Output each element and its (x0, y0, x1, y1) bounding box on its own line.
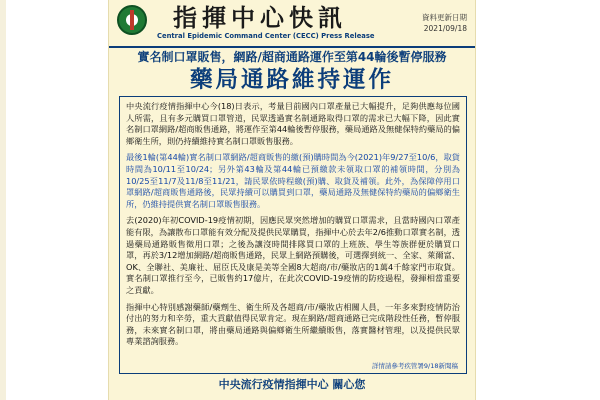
header (109, 0, 475, 48)
paragraph-4: 指揮中心特別感謝藥師/藥劑生、衛生所及各超商/市/藥妝店相關人員，一年多來對疫情防治付出的努力和辛勞，重大貢獻值得民眾肯定。現在網路/超商通路已完成階段性任務，暫停服務，未來實名制口罩，將由藥局通路與偏鄉衛生所繼續販售，落實醫材管理，以及提供民眾專業諮詢服務。 (126, 301, 460, 347)
press-release-page (108, 0, 476, 400)
reference-note: 詳情請參考疾管署9/18新聞稿 (371, 362, 458, 370)
headline-line-1: 實名制口罩販售，網路/超商通路運作至第44輪後暫停服務 (137, 50, 447, 64)
content-box (119, 96, 467, 374)
update-date-value: 2021/09/18 (423, 24, 467, 33)
paragraph-3: 去(2020)年初COVID-19疫情初期，因應民眾突然增加的購買口罩需求，且當時國內口罩產能有限，為讓散布口罩能有效分配及提供民眾購買，指揮中心於去年2/6推動口罩實名制，透過藥局通路販售徵用口罩；之後為讓沒時間排隊買口罩的上班族、學生等族群便於購買口罩，再於3/12增加網路/超商販售通路，民眾上網路預購後，可選擇到統一、全家、萊爾富、OK、全聯社、美廉社、屈臣氏及康是美等全國8大超商/市/藥妝店的1萬4千餘家門市取貨。實名制口罩推行至今，已販售約17億片，在此次COVID-19疫情的防疫過程，發揮相當重要之貢獻。 (126, 215, 460, 295)
update-date-label: 資料更新日期 (422, 13, 467, 22)
left-edge-strip (0, 0, 6, 400)
cdc-logo-icon (117, 5, 147, 35)
paragraph-2: 最後1輪(第44輪)實名制口罩網路/超商販售的繳(預)購時間為今(2021)年9/27至10/6，取貨時間為10/11至10/24；另外第43輪及第44輪已預繳款未領取口罩的補領時間，分別為10/25至11/7及11/8至11/21，請民眾依時程繳(預)購、取貨及補領。此外，為保障停用口罩網路/超商販售通路後，民眾持續可以購買到口罩，藥局通路及無健保特約藥局的偏鄉衛生所，仍維持提供實名制口罩販售服務。 (126, 152, 460, 209)
footer-slogan: 中央流行疫情指揮中心 關心您 (218, 378, 366, 391)
english-subtitle: Central Epidemic Command Center (CECC) Press Release (157, 32, 375, 40)
paragraph-1: 中央流行疫情指揮中心今(18)日表示，考量目前國內口罩產量已大幅提升，足夠供應每位國人所需，且有多元購買口罩管道，民眾透過實名制通路取得口罩的需求已大幅下降，因此實名制口罩網路/超商販售通路，將運作至第44輪後暫停服務，藥局通路及無健保特約藥局的偏鄉衛生所，則仍持續維持實名制口罩販售服務。 (126, 101, 460, 146)
page-title: 指揮中心快訊 (173, 4, 347, 32)
headline-line-2: 藥局通路維持運作 (189, 67, 394, 93)
